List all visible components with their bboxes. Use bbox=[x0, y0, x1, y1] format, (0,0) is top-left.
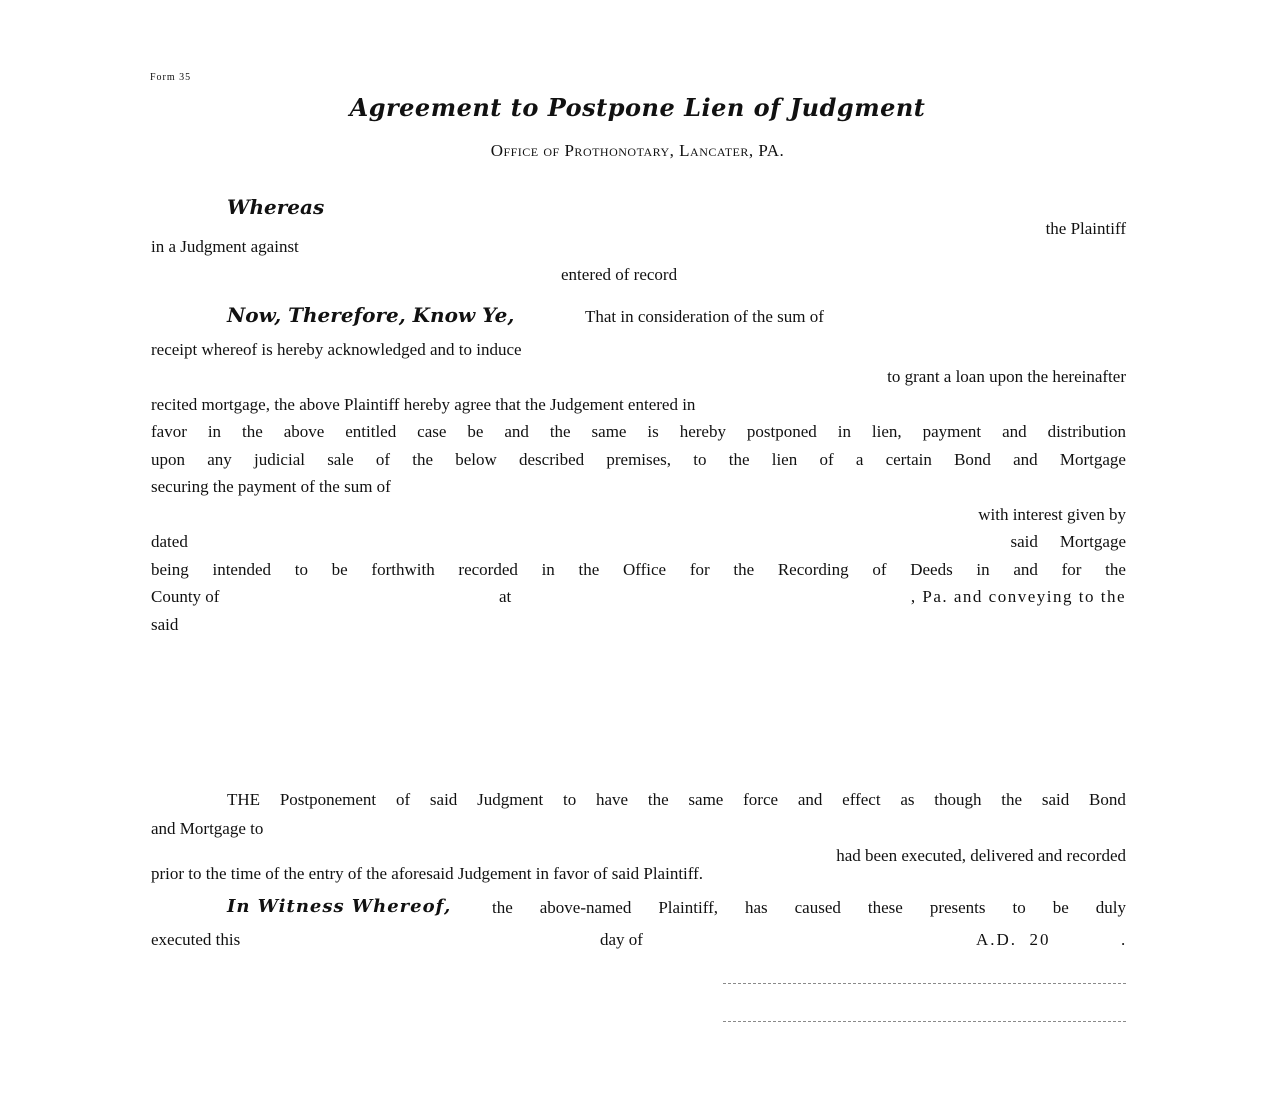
mortgage-to-text: and Mortgage to bbox=[151, 819, 264, 838]
document-title: Agreement to Postpone Lien of Judgment bbox=[349, 93, 926, 122]
said-mortgage-label: said Mortgage bbox=[1010, 532, 1126, 551]
entered-of-record-label: entered of record bbox=[561, 265, 678, 284]
ad-year-label: A.D. 20 bbox=[976, 930, 1051, 949]
judgment-against-label: in a Judgment against bbox=[151, 237, 299, 256]
being-intended-line: being intended to be forthwith recorded in the Office for the Recording of Deeds in and for the bbox=[151, 560, 1126, 579]
grant-loan-text: to grant a loan upon the hereinafter bbox=[887, 367, 1126, 386]
dated-label: dated bbox=[151, 532, 188, 551]
form-number: Form 35 bbox=[150, 72, 192, 83]
favor-line: favor in the above entitled case be and the same is hereby postponed in lien, payment and distribution bbox=[151, 422, 1126, 441]
consideration-text: That in consideration of the sum of bbox=[585, 307, 824, 326]
day-of-label: day of bbox=[600, 930, 643, 949]
prior-to-text: prior to the time of the entry of the aforesaid Judgement in favor of said Plaintiff. bbox=[151, 864, 704, 883]
executed-this-label: executed this bbox=[151, 930, 241, 949]
recited-mortgage-text: recited mortgage, the above Plaintiff hereby agree that the Judgement entered in bbox=[151, 395, 696, 414]
witness-heading: In Witness Whereof, bbox=[227, 896, 452, 917]
conveying-text: , Pa. and conveying to the bbox=[910, 587, 1126, 606]
interest-text: with interest given by bbox=[978, 505, 1126, 524]
at-label: at bbox=[499, 587, 512, 606]
witness-line: the above-named Plaintiff, has caused these presents to be duly bbox=[492, 898, 1126, 917]
receipt-text: receipt whereof is hereby acknowledged and to induce bbox=[151, 340, 522, 359]
ad-period: . bbox=[1121, 930, 1126, 949]
signature-line-1[interactable] bbox=[723, 983, 1126, 984]
upon-line: upon any judicial sale of the below described premises, to the lien of a certain Bond and Mortgage bbox=[151, 450, 1126, 469]
office-heading: Office of Prothonotary, Lancater, PA. bbox=[490, 141, 785, 160]
now-therefore-heading: Now, Therefore, Know Ye, bbox=[227, 303, 515, 327]
said-label: said bbox=[151, 615, 179, 634]
signature-line-2[interactable] bbox=[723, 1021, 1126, 1022]
plaintiff-label: the Plaintiff bbox=[1045, 219, 1126, 238]
postponement-line: THE Postponement of said Judgment to have the same force and effect as though the said Bond bbox=[227, 790, 1126, 809]
county-of-label: County of bbox=[151, 587, 220, 606]
executed-delivered-text: had been executed, delivered and recorded bbox=[836, 846, 1126, 865]
whereas-heading: Whereas bbox=[227, 195, 325, 219]
securing-text: securing the payment of the sum of bbox=[151, 477, 391, 496]
